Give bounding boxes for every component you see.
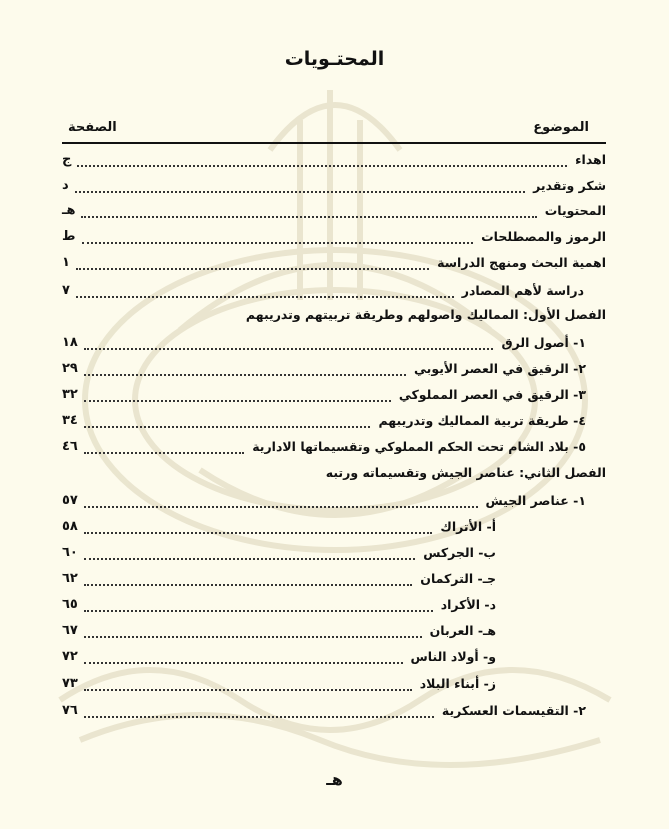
- dot-leader: [77, 165, 567, 167]
- dot-leader: [84, 426, 370, 428]
- toc-entry: [62, 283, 606, 305]
- dot-leader: [76, 296, 454, 298]
- toc-entry-label: ٥- بلاد الشام تحت الحكم المملوكي وتقسيماتها الادارية: [252, 439, 586, 454]
- toc-entry: [62, 519, 606, 541]
- toc-entry-label: الرموز والمصطلحات: [481, 229, 606, 244]
- page-column-header: الصفحة: [68, 120, 117, 135]
- dot-leader: [75, 191, 525, 193]
- toc-entry-label: دراسة لأهم المصادر: [461, 283, 584, 298]
- toc-entry: [62, 439, 606, 461]
- toc-entry: [62, 676, 606, 698]
- toc-entry-label: هـ- العربان: [429, 623, 496, 638]
- dot-leader: [82, 242, 473, 244]
- toc-entry: [62, 571, 606, 593]
- toc-entry-label: الفصل الأول: المماليك واصولهم وطريقة تربيتهم وتدريبهم: [245, 307, 606, 322]
- toc-entry: [62, 413, 606, 435]
- dot-leader: [76, 268, 429, 270]
- toc-entry-label: ٣- الرقيق في العصر المملوكي: [398, 387, 586, 402]
- page-number: هـ: [326, 770, 343, 789]
- toc-entry-page: ٧٣: [62, 676, 78, 691]
- toc-entry-label: ٢- التقيسمات العسكرية: [441, 703, 586, 718]
- toc-section-heading: [62, 307, 606, 329]
- toc-entry-label: شكر وتقدير: [533, 178, 606, 193]
- toc-entry-label: ١- أصول الرق: [501, 335, 586, 350]
- toc-entry-page: ٣٢: [62, 387, 78, 402]
- toc-entry-label: الفصل الثاني: عناصر الجيش وتقسيماته ورتبه: [325, 465, 606, 480]
- toc-entry-page: ٧٦: [62, 703, 78, 718]
- dot-leader: [84, 636, 422, 638]
- toc-entry-label: ب- الجركس: [423, 545, 496, 560]
- toc-entry-label: جـ- التركمان: [420, 571, 496, 586]
- dot-leader: [84, 610, 433, 612]
- toc-entry-label: المحتويات: [544, 203, 606, 218]
- dot-leader: [84, 374, 406, 376]
- topic-column-header: الموضوع: [533, 120, 589, 135]
- dot-leader: [84, 506, 478, 508]
- toc-entry-page: د: [62, 178, 69, 193]
- toc-entry-page: ط: [62, 229, 76, 244]
- toc-entry: [62, 649, 606, 671]
- toc-entry-page: ١٨: [62, 335, 78, 350]
- toc-entry-page: ٤٦: [62, 439, 78, 454]
- dot-leader: [84, 716, 434, 718]
- header-rule: [62, 142, 606, 144]
- dot-leader: [84, 558, 415, 560]
- dot-leader: [84, 348, 493, 350]
- toc-entry-page: هـ: [62, 203, 76, 218]
- toc-entry: [62, 493, 606, 515]
- toc-entry-label: ز- أبناء البلاد: [419, 676, 496, 691]
- toc-entry: [62, 387, 606, 409]
- toc-entry: [62, 703, 606, 725]
- toc-entry-page: ٥٧: [62, 493, 78, 508]
- toc-entry-label: اهمية البحث ومنهج الدراسة: [437, 255, 606, 270]
- toc-entry-page: ج: [62, 152, 72, 167]
- toc-entry-page: ٦٥: [62, 597, 78, 612]
- toc-entry-page: ٣٤: [62, 413, 78, 428]
- toc-entry: [62, 597, 606, 619]
- toc-entry-label: و- أولاد الناس: [410, 649, 496, 664]
- toc-entry-label: أ- الأتراك: [440, 519, 496, 534]
- toc-entry: [62, 255, 606, 277]
- dot-leader: [84, 452, 244, 454]
- dot-leader: [84, 662, 403, 664]
- toc-entry-page: ٥٨: [62, 519, 78, 534]
- page-title: المحتـويات: [284, 48, 385, 70]
- toc-entry-page: ٦٢: [62, 571, 78, 586]
- toc-entry-page: ١: [62, 255, 70, 270]
- toc-entry-label: ١- عناصر الجيش: [485, 493, 586, 508]
- toc-section-heading: [62, 465, 606, 487]
- toc-entry: [62, 545, 606, 567]
- dot-leader: [84, 689, 412, 691]
- toc-entry: [62, 229, 606, 251]
- toc-entry-label: ٤- طريقة تربية المماليك وتدريبهم: [378, 413, 586, 428]
- dot-leader: [84, 532, 432, 534]
- toc-entry-page: ٦٠: [62, 545, 78, 560]
- toc-entry: [62, 178, 606, 200]
- toc-entry-page: ٢٩: [62, 361, 78, 376]
- toc-entry: [62, 335, 606, 357]
- toc-entry-label: اهداء: [575, 152, 606, 167]
- toc-entry-page: ٧: [62, 283, 70, 298]
- toc-entry: [62, 623, 606, 645]
- toc-entry: [62, 152, 606, 174]
- dot-leader: [84, 400, 391, 402]
- dot-leader: [84, 584, 412, 586]
- toc-entry: [62, 361, 606, 383]
- toc-entry-label: د- الأكراد: [440, 597, 496, 612]
- toc-entry: [62, 203, 606, 225]
- dot-leader: [81, 216, 537, 218]
- toc-entry-page: ٧٢: [62, 649, 78, 664]
- toc-entry-page: ٦٧: [62, 623, 78, 638]
- toc-entry-label: ٢- الرقيق في العصر الأيوبي: [414, 361, 586, 376]
